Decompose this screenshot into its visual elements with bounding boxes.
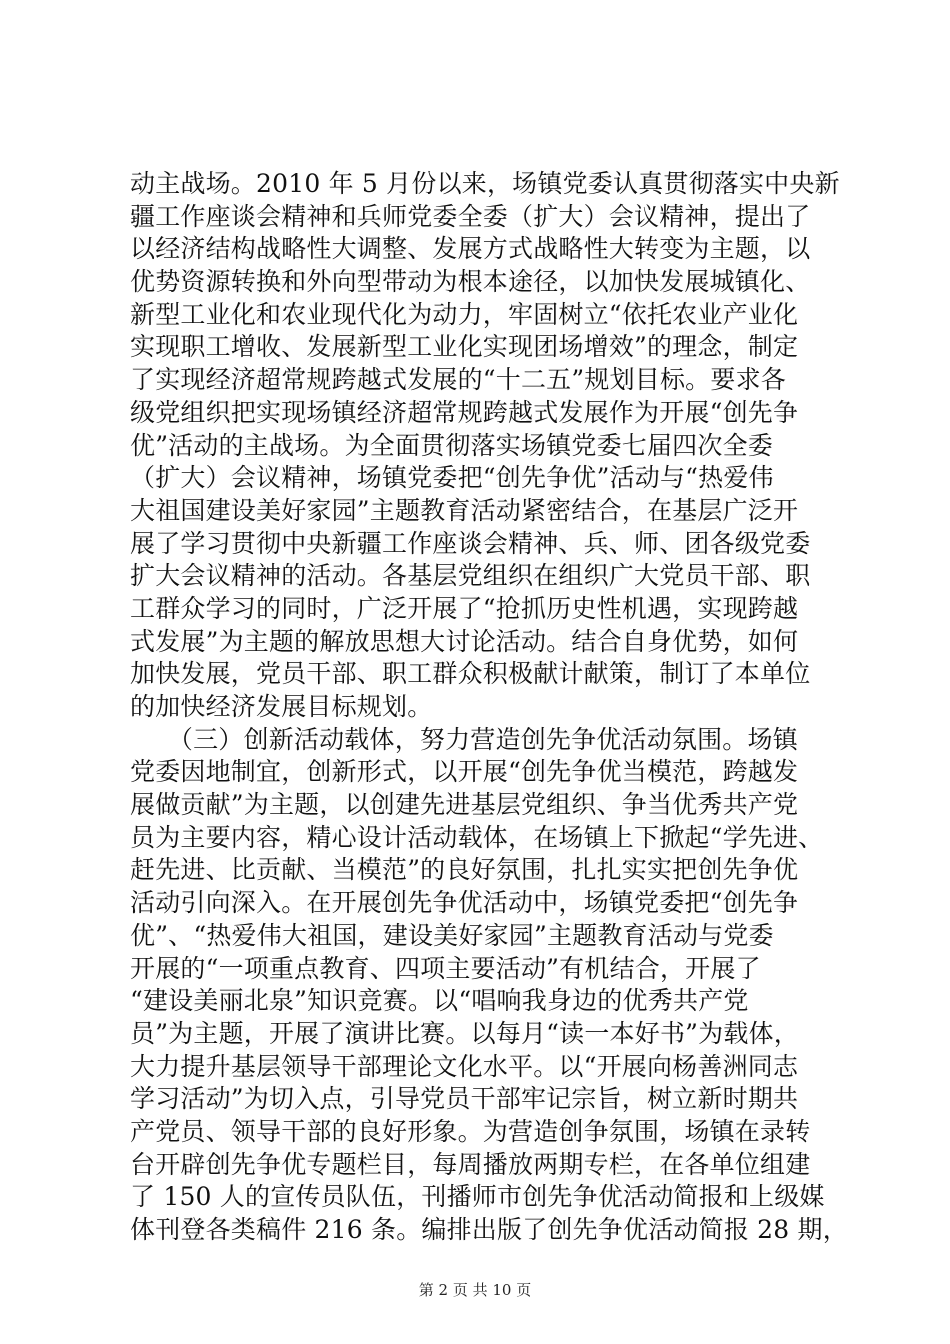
text-line: 党委因地制宜，创新形式，以开展“创先争优当模范，跨越发 — [130, 757, 799, 787]
text-line: 大力提升基层领导干部理论文化水平。以“开展向杨善洲同志 — [130, 1051, 799, 1081]
text-line: 产党员、领导干部的良好形象。为营造创争氛围，场镇在录转 — [130, 1116, 811, 1146]
text-line: 优”、“热爱伟大祖国，建设美好家园”主题教育活动与党委 — [130, 920, 774, 950]
text-line: 展做贡献”为主题，以创建先进基层党组织、争当优秀共产党 — [130, 790, 799, 820]
page-footer: 第 2 页 共 10 页 — [418, 1281, 532, 1299]
text-line: 式发展”为主题的解放思想大讨论活动。结合自身优势，如何 — [130, 626, 799, 656]
text-line: 开展的“一项重点教育、四项主要活动”有机结合，开展了 — [130, 953, 761, 983]
text-line: 疆工作座谈会精神和兵师党委全委（扩大）会议精神，提出了 — [130, 201, 811, 231]
text-line: 工群众学习的同时，广泛开展了“抢抓历史性机遇，实现跨越 — [130, 593, 799, 623]
text-line: “建设美丽北泉”知识竞赛。以“唱响我身边的优秀共产党 — [130, 986, 749, 1016]
text-line: （扩大）会议精神，场镇党委把“创先争优”活动与“热爱伟 — [130, 463, 774, 493]
text-line: 员为主要内容，精心设计活动载体，在场镇上下掀起“学先进、 — [130, 822, 824, 852]
text-line: 优势资源转换和外向型带动为根本途径，以加快发展城镇化、 — [130, 267, 811, 297]
text-line: 了实现经济超常规跨越式发展的“十二五”规划目标。要求各 — [130, 365, 786, 395]
text-line: 扩大会议精神的活动。各基层党组织在组织广大党员干部、职 — [130, 561, 811, 591]
text-line: 的加快经济发展目标规划。 — [130, 692, 433, 721]
text-line: 优”活动的主战场。为全面贯彻落实场镇党委七届四次全委 — [130, 430, 773, 460]
text-line: 活动引向深入。在开展创先争优活动中，场镇党委把“创先争 — [130, 888, 799, 918]
text-line: 新型工业化和农业现代化为动力，牢固树立“依托农业产业化 — [130, 299, 799, 329]
text-line: 实现职工增收、发展新型工业化实现团场增效”的理念，制定 — [130, 332, 799, 362]
text-line: 了 150 人的宣传员队伍，刊播师市创先争优活动简报和上级媒 — [130, 1182, 825, 1212]
text-line: （三）创新活动载体，努力营造创先争优活动氛围。场镇 — [130, 724, 798, 754]
text-line: 体刊登各类稿件 216 条。编排出版了创先争优活动简报 28 期， — [130, 1215, 848, 1244]
text-line: 加快发展，党员干部、职工群众积极献计献策，制订了本单位 — [130, 659, 811, 689]
text-line: 大祖国建设美好家园”主题教育活动紧密结合，在基层广泛开 — [130, 495, 799, 525]
text-line: 展了学习贯彻中央新疆工作座谈会精神、兵、师、团各级党委 — [130, 528, 811, 558]
text-line: 台开辟创先争优专题栏目，每周播放两期专栏，在各单位组建 — [130, 1149, 811, 1179]
text-line: 级党组织把实现场镇经济超常规跨越式发展作为开展“创先争 — [130, 397, 799, 427]
body-text — [130, 168, 848, 1247]
text-line: 动主战场。2010 年 5 月份以来，场镇党委认真贯彻落实中央新 — [130, 169, 840, 198]
text-line: 员”为主题，开展了演讲比赛。以每月“读一本好书”为载体， — [130, 1018, 799, 1048]
text-line: 学习活动”为切入点，引导党员干部牢记宗旨，树立新时期共 — [130, 1084, 799, 1114]
text-line: 赶先进、比贡献、当模范”的良好氛围，扎扎实实把创先争优 — [130, 855, 799, 885]
text-line: 以经济结构战略性大调整、发展方式战略性大转变为主题，以 — [130, 234, 811, 264]
